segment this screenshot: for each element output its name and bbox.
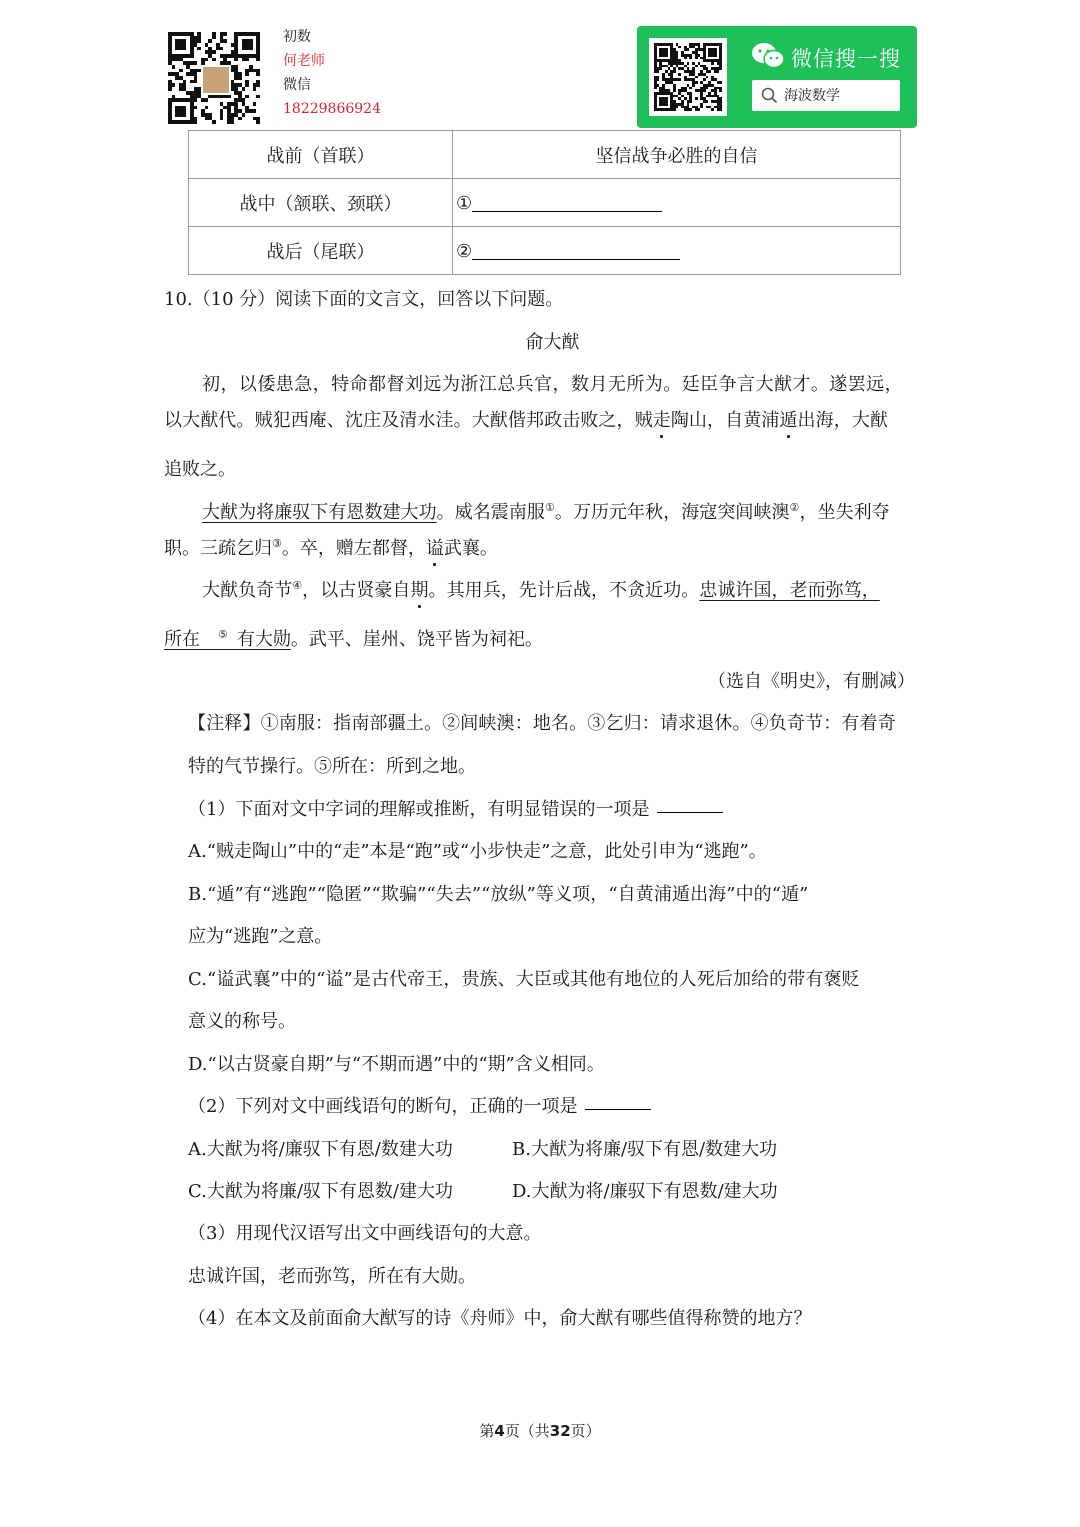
passage-line: 大猷为将廉驭下有恩数建大功。威名震南服①。万历元年秋，海寇突闾峡澳②，坐失利夺 [202, 501, 890, 523]
underlined-sentence: 所在 ⑤ 有大勋 [164, 628, 291, 650]
page-footer: 第4页（共32页） [479, 1422, 601, 1440]
passage-title: 俞大猷 [525, 332, 580, 353]
wechat-search-keyword: 海波数学 [784, 88, 840, 104]
qr-module [256, 120, 260, 124]
sub-question-1: （1）下面对文中字词的理解或推断，有明显错误的一项是 [188, 795, 723, 821]
emphasis-char: 遁 [779, 410, 798, 431]
option-c: C.“谥武襄”中的“谥”是古代帝王，贵族、大臣或其他有地位的人死后加给的带有褒贬 [188, 969, 860, 990]
table-cell-answer-blank[interactable] [453, 179, 901, 227]
option-c: C.大猷为将廉/驭下有恩数/建大功 [188, 1181, 453, 1202]
table-cell-stage: 战中（颔联、颈联） [189, 179, 453, 227]
table-row [189, 131, 901, 179]
passage-line: 追败之。 [164, 459, 236, 480]
qr-code-right [649, 38, 727, 116]
table-cell-answer-blank[interactable] [453, 227, 901, 275]
contact-name: 何老师 [283, 53, 325, 69]
wechat-icon [751, 42, 785, 70]
emphasis-char: 走 [652, 410, 671, 431]
passage-line: 所在 ⑤ 有大勋。武平、崖州、饶平皆为祠祀。 [164, 628, 543, 650]
contact-line-1: 初数 [283, 29, 311, 45]
answer-underline [472, 191, 662, 212]
option-a: A.大猷为将/廉驭下有恩/数建大功 [188, 1139, 453, 1160]
passage-source: （选自《明史》，有删减） [708, 671, 915, 692]
contact-line-3: 微信 [283, 77, 311, 93]
page-number: 4 [494, 1422, 505, 1440]
contact-phone: 18229866924 [283, 101, 381, 117]
annotation-line: 特的气节操行。⑤所在：所到之地。 [188, 756, 476, 777]
question-stem: 10.（10 分）阅读下面的文言文，回答以下问题。 [164, 289, 564, 310]
option-a: A.“贼走陶山”中的“走”本是“跑”或“小步快走”之意，此处引申为“逃跑”。 [188, 841, 767, 862]
table-row [189, 179, 901, 227]
passage-line: 初，以倭患急，特命都督刘远为浙江总兵官，数月无所为。廷臣争言大猷才。遂罢远， [202, 374, 904, 395]
underlined-sentence: 大猷为将廉驭下有恩数建大功 [202, 502, 437, 523]
sub-question-2: （2）下列对文中画线语句的断句，正确的一项是 [188, 1092, 651, 1118]
passage-line: 以大猷代。贼犯西庵、沈庄及清水洼。大猷偕邦政击败之，贼走陶山，自黄浦遁出海，大猷 [164, 410, 889, 431]
answer-underline [472, 239, 680, 260]
option-c-cont: 意义的称号。 [188, 1011, 296, 1032]
answer-blank[interactable] [657, 812, 723, 813]
sub-question-3-sentence: 忠诚许国，老而弥笃，所在有大勋。 [188, 1266, 476, 1287]
option-d: D.大猷为将/廉驭下有恩数/建大功 [512, 1181, 778, 1202]
option-b: B.“遁”有“逃跑”“隐匿”“欺骗”“失去”“放纵”等义项，“自黄浦遁出海”中的“遁” [188, 884, 809, 905]
table-cell-stage: 战后（尾联） [189, 227, 453, 275]
option-b-cont: 应为“逃跑”之意。 [188, 926, 333, 947]
qr-module [719, 108, 722, 111]
wechat-search-banner [637, 26, 917, 128]
blank-number: ② [456, 241, 473, 262]
page-total: 32 [549, 1422, 571, 1440]
wechat-search-box[interactable] [752, 80, 900, 111]
emphasis-char: 期 [410, 580, 429, 601]
underlined-sentence: 忠诚许国，老而弥笃， [699, 580, 880, 601]
qr-avatar [201, 65, 231, 95]
emphasis-char: 谥 [425, 538, 444, 559]
search-icon [761, 87, 778, 104]
blank-number: ① [456, 193, 473, 214]
poem-analysis-table [188, 130, 901, 275]
wechat-search-title: 微信搜一搜 [791, 47, 901, 71]
table-cell-stage: 战前（首联） [189, 131, 453, 179]
sub-question-3: （3）用现代汉语写出文中画线语句的大意。 [188, 1223, 542, 1244]
passage-line: 职。三疏乞归③。卒，赠左都督，谥武襄。 [164, 537, 498, 559]
sub-question-4: （4）在本文及前面俞大猷写的诗《舟师》中，俞大猷有哪些值得称赞的地方？ [188, 1308, 812, 1329]
option-d: D.“以古贤豪自期”与“不期而遇”中的“期”含义相同。 [188, 1054, 605, 1075]
option-b: B.大猷为将廉/驭下有恩/数建大功 [512, 1139, 778, 1160]
passage-line: 大猷负奇节④，以古贤豪自期。其用兵，先计后战，不贪近功。忠诚许国，老而弥笃， [202, 579, 880, 601]
qr-code-left [168, 32, 260, 124]
table-cell-content: 坚信战争必胜的自信 [453, 131, 901, 179]
table-row [189, 227, 901, 275]
answer-blank[interactable] [585, 1109, 651, 1110]
annotation-line: 【注释】①南服：指南部疆土。②闾峡澳：地名。③乞归：请求退休。④负奇节：有着奇 [188, 713, 896, 734]
